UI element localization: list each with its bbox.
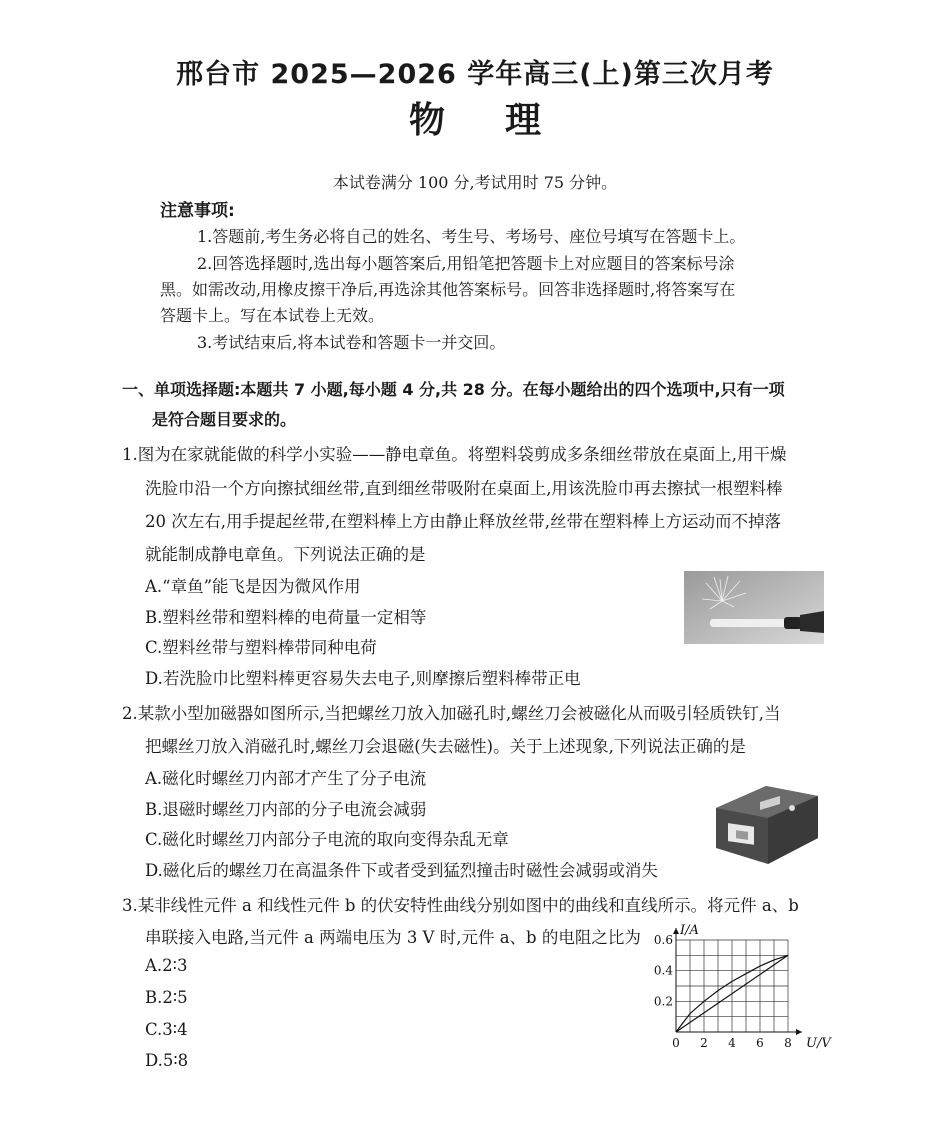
exam-info: 本试卷满分 100 分,考试用时 75 分钟。 — [332, 173, 618, 192]
option-c: C.3∶4 — [145, 1020, 188, 1039]
option-c: C.塑料丝带与塑料棒带同种电荷 — [145, 638, 377, 657]
option-d: D.若洗脸巾比塑料棒更容易失去电子,则摩擦后塑料棒带正电 — [145, 669, 581, 688]
option-b: B.2∶5 — [145, 988, 188, 1007]
note-line: 答题卡上。写在本试卷上无效。 — [160, 306, 385, 325]
question-line: 2.某款小型加磁器如图所示,当把螺丝刀放入加磁孔时,螺丝刀会被磁化从而吸引轻质铁钉,当 — [122, 704, 781, 723]
chart-axes — [673, 928, 802, 1035]
exam-title: 邢台市 2025—2026 学年高三(上)第三次月考 — [176, 59, 774, 90]
y-axis-arrow — [673, 928, 679, 934]
note-line: 黑。如需改动,用橡皮擦干净后,再选涂其他答案标号。回答非选择题时,将答案写在 — [160, 280, 736, 299]
y-tick-label: 0.6 — [653, 933, 673, 947]
question-line: 串联接入电路,当元件 a 两端电压为 3 V 时,元件 a、b 的电阻之比为 — [145, 928, 641, 947]
iu-chart — [640, 920, 840, 1065]
x-tick-label: 2 — [700, 1036, 708, 1050]
y-tick-label: 0.2 — [653, 994, 673, 1009]
question-line: 3.某非线性元件 a 和线性元件 b 的伏安特性曲线分别如图中的曲线和直线所示。将元件 a、b — [122, 896, 799, 915]
option-b: B.塑料丝带和塑料棒的电荷量一定相等 — [145, 608, 427, 627]
option-a: A.“章鱼”能飞是因为微风作用 — [145, 577, 361, 596]
option-b: B.退磁时螺丝刀内部的分子电流会减弱 — [145, 800, 427, 819]
subject-title: 物理 — [408, 100, 601, 141]
question-line: 就能制成静电章鱼。下列说法正确的是 — [145, 545, 426, 564]
question-line: 洗脸巾沿一个方向擦拭细丝带,直到细丝带吸附在桌面上,用该洗脸巾再去擦拭一根塑料棒 — [145, 479, 783, 498]
x-axis-arrow — [796, 1029, 802, 1035]
section-heading: 一、单项选择题:本题共 7 小题,每小题 4 分,共 28 分。在每小题给出的四个选项中,只有一项 — [122, 380, 785, 399]
x-tick-label: 4 — [728, 1036, 736, 1050]
notes-heading: 注意事项: — [160, 201, 235, 221]
option-c: C.磁化时螺丝刀内部分子电流的取向变得杂乱无章 — [145, 830, 509, 849]
x-tick-label: 0 — [672, 1036, 680, 1050]
note-line: 1.答题前,考生务必将自己的姓名、考生号、考场号、座位号填写在答题卡上。 — [197, 227, 746, 246]
static-octopus-photo — [684, 571, 824, 644]
note-line: 3.考试结束后,将本试卷和答题卡一并交回。 — [197, 333, 506, 352]
y-axis-label: I/A — [680, 923, 699, 938]
section-heading-cont: 是符合题目要求的。 — [152, 410, 297, 429]
option-d: D.磁化后的螺丝刀在高温条件下或者受到猛烈撞击时磁性会减弱或消失 — [145, 861, 658, 880]
question-line: 把螺丝刀放入消磁孔时,螺丝刀会退磁(失去磁性)。关于上述现象,下列说法正确的是 — [145, 737, 746, 756]
x-tick-label: 8 — [784, 1036, 792, 1050]
question-line: 1.图为在家就能做的科学小实验——静电章鱼。将塑料袋剪成多条细丝带放在桌面上,用干燥 — [122, 445, 787, 464]
option-a: A.2∶3 — [145, 956, 188, 975]
y-tick-label: 0.4 — [653, 963, 673, 978]
x-axis-label: U/V — [806, 1036, 831, 1051]
option-a: A.磁化时螺丝刀内部才产生了分子电流 — [145, 769, 427, 788]
question-line: 20 次左右,用手提起丝带,在塑料棒上方由静止释放丝带,丝带在塑料棒上方运动而不掉落 — [145, 512, 781, 531]
note-line: 2.回答选择题时,选出每小题答案后,用铅笔把答题卡上对应题目的答案标号涂 — [197, 254, 735, 273]
chart-grid — [676, 940, 788, 1032]
magnetizer-photo — [706, 768, 826, 868]
option-d: D.5∶8 — [145, 1051, 189, 1070]
x-tick-label: 6 — [756, 1036, 764, 1050]
